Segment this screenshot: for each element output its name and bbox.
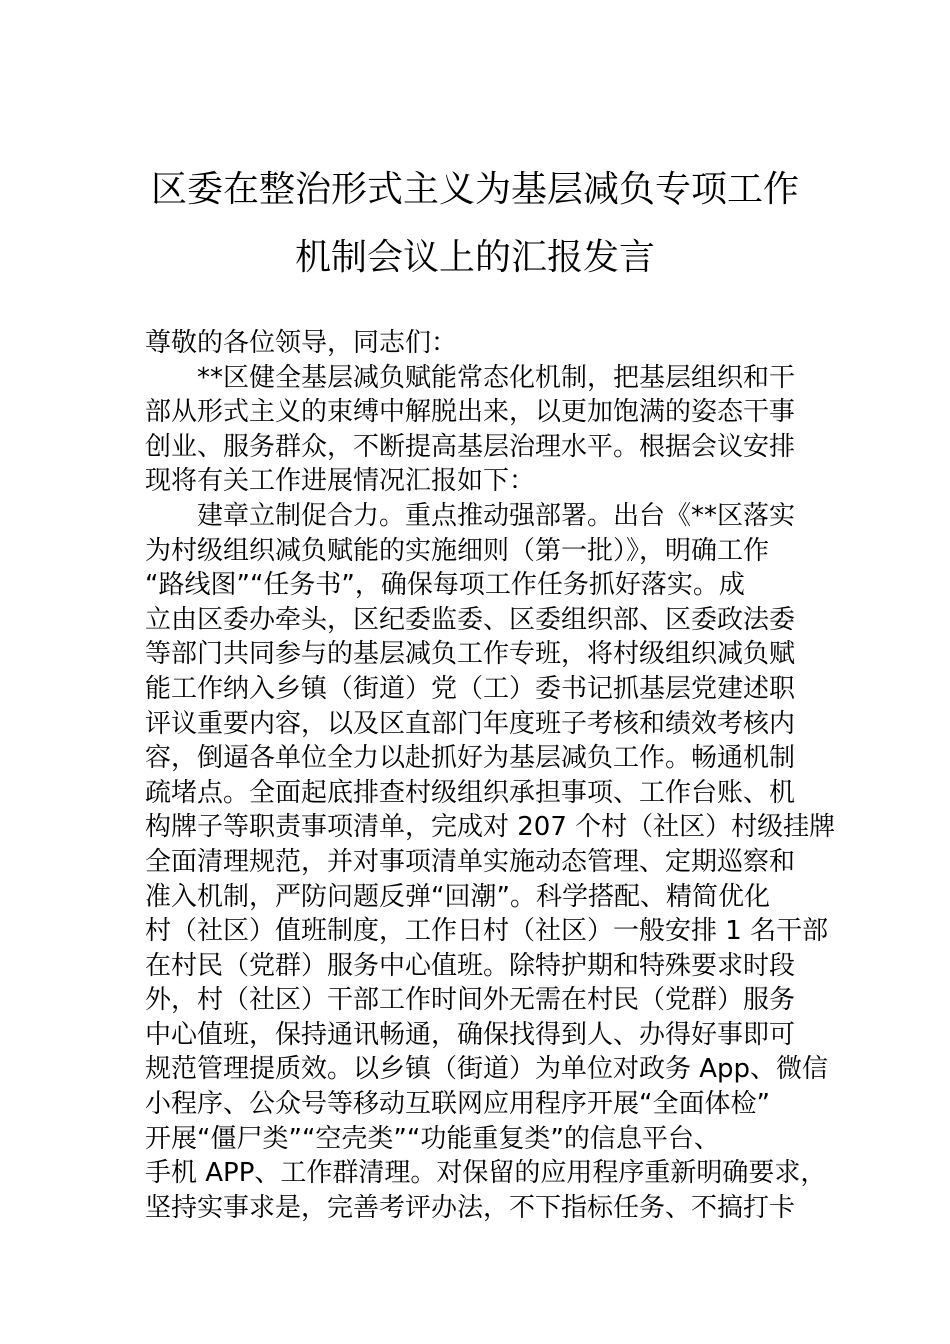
document-title-line-2: 机制会议上的汇报发言 — [294, 237, 655, 278]
body-text-line: “路线图”“任务书”，确保每项工作任务抓好落实。成 — [145, 570, 745, 601]
body-text-line: 现将有关工作进展情况汇报如下： — [145, 466, 536, 497]
body-text-line: 立由区委办牵头，区纪委监委、区委组织部、区委政法委 — [145, 604, 796, 635]
body-text-line: 全面清理规范，并对事项清单实施动态管理、定期巡察和 — [145, 846, 796, 877]
body-text-line: 创业、服务群众，不断提高基层治理水平。根据会议安排 — [145, 431, 796, 462]
body-text-line: 为村级组织减负赋能的实施细则（第一批）》，明确工作 — [145, 535, 770, 566]
document-title-line-1: 区委在整治形式主义为基层减负专项工作 — [150, 169, 799, 210]
body-text-line: 构牌子等职责事项清单，完成对 207 个村（社区）村级挂牌 — [145, 812, 836, 843]
body-text-line: 容，倒逼各单位全力以赴抓好为基层减负工作。畅通机制 — [145, 743, 796, 774]
body-text-line: 坚持实事求是，完善考评办法，不下指标任务、不搞打卡 — [145, 1192, 796, 1223]
body-text-line: 外，村（社区）干部工作时间外无需在村民（党群）服务 — [145, 985, 796, 1016]
body-text-line: 尊敬的各位领导，同志们： — [145, 328, 458, 358]
body-text-line: 小程序、公众号等移动互联网应用程序开展“全面体检” — [145, 1089, 770, 1120]
body-text-line: 准入机制，严防问题反弹“回潮”。科学搭配、精简优化 — [145, 881, 770, 912]
document-body — [145, 326, 836, 1225]
body-text-line: 疏堵点。全面起底排查村级组织承担事项、工作台账、机 — [145, 777, 796, 808]
body-text-line: 能工作纳入乡镇（街道）党（工）委书记抓基层党建述职 — [145, 673, 796, 704]
body-text-line: 部从形式主义的束缚中解脱出来，以更加饱满的姿态干事 — [145, 397, 796, 428]
body-text-line: 评议重要内容，以及区直部门年度班子考核和绩效考核内 — [145, 708, 796, 739]
body-text-line: 在村民（党群）服务中心值班。除特护期和特殊要求时段 — [145, 950, 796, 981]
body-text-line: 等部门共同参与的基层减负工作专班，将村级组织减负赋 — [145, 639, 796, 670]
body-text-line: 中心值班，保持通讯畅通，确保找得到人、办得好事即可 — [145, 1019, 796, 1050]
body-text-line: 建章立制促合力。重点推动强部署。出台《**区落实 — [197, 500, 796, 531]
body-text-line: 村（社区）值班制度，工作日村（社区）一般安排 1 名干部 — [145, 916, 829, 947]
body-text-line: 规范管理提质效。以乡镇（街道）为单位对政务 App、微信 — [145, 1054, 829, 1085]
body-text-line: 开展“僵尸类”“空壳类”“功能重复类”的信息平台、 — [145, 1123, 720, 1154]
body-text-line: **区健全基层减负赋能常态化机制，把基层组织和干 — [197, 362, 796, 393]
body-text-line: 手机 APP、工作群清理。对保留的应用程序重新明确要求， — [145, 1158, 827, 1189]
